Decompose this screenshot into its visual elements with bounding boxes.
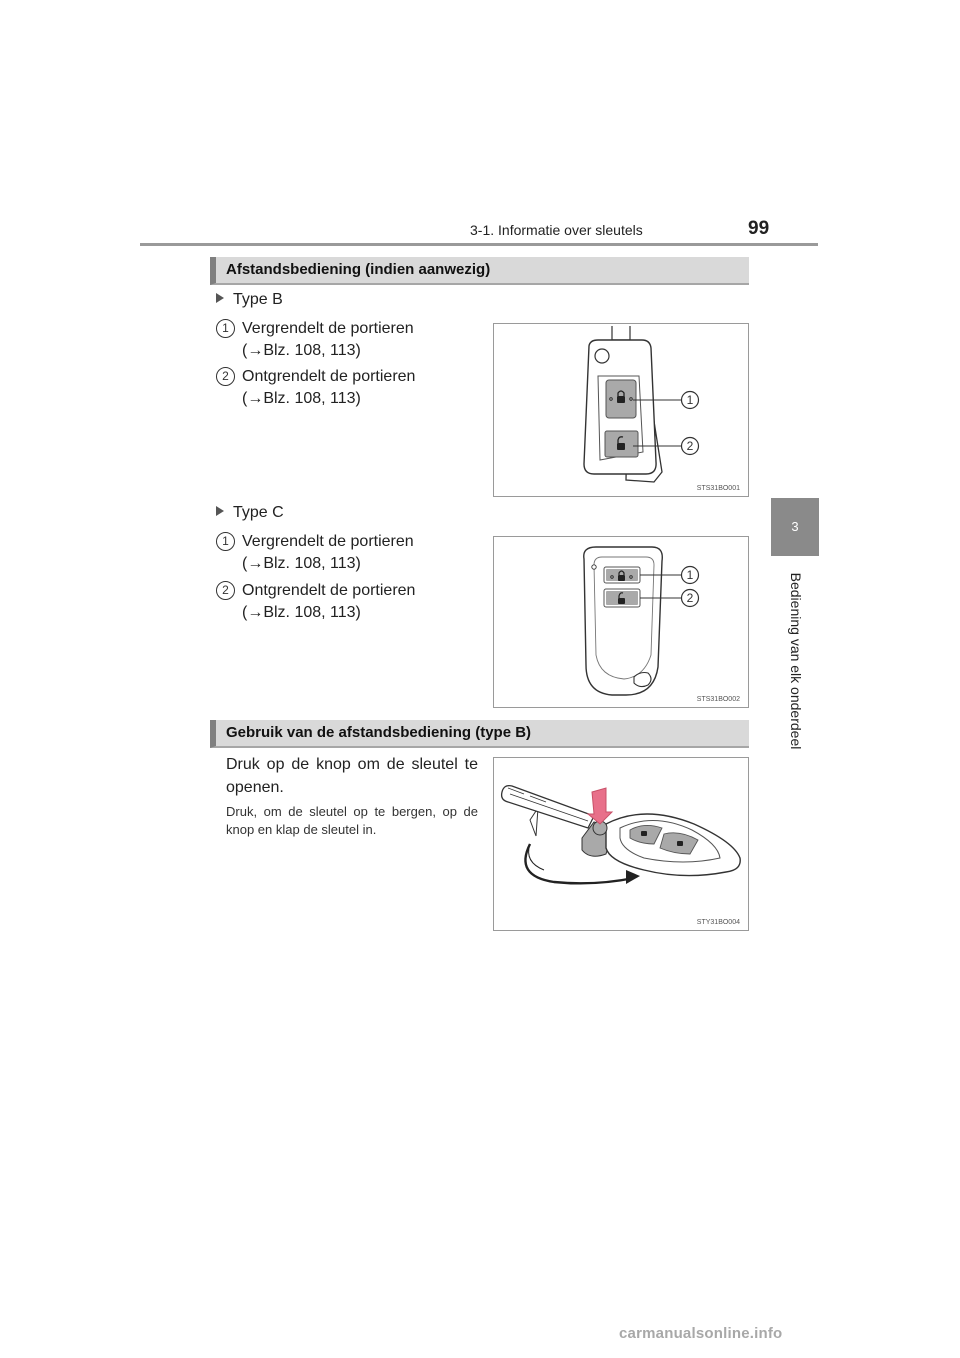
figure-key-fold [493,757,749,931]
type-b-heading [216,291,283,309]
type-b-label: Type B [233,291,283,308]
chapter-tab: 3 [771,498,819,556]
item-text: Ontgrendelt de portieren [242,368,416,385]
item-reference: (→Blz. 108, 113) [242,342,361,359]
section-heading-remote: Afstandsbediening (indien aanwezig) [210,257,749,285]
list-item [242,580,415,624]
item-reference: (→Blz. 108, 113) [242,390,361,407]
list-item [242,366,415,410]
key-fold-illustration [494,758,748,930]
item-reference: (→Blz. 108, 113) [242,555,361,572]
figure-code: STY31BO004 [696,919,740,926]
callout-number: 2 [216,581,235,600]
triangle-bullet-icon [216,506,224,516]
item-text: Ontgrendelt de portieren [242,582,416,599]
instruction-note: Druk, om de sleutel op te bergen, op de knop en klap de sleutel in. [226,804,478,837]
list-item [242,531,414,575]
type-c-label: Type C [233,504,284,521]
list-item [242,318,414,362]
section-heading-using-remote: Gebruik van de afstandsbediening (type B) [210,720,749,748]
triangle-bullet-icon [216,293,224,303]
instruction-text: Druk op de knop om de sleutel te openen. [226,756,478,796]
page-number: 99 [748,218,770,239]
item-text: Vergrendelt de portieren [242,533,414,550]
figure-callout-2: 2 [686,439,694,453]
figure-callout-2: 2 [686,591,694,605]
header-rule [140,243,818,246]
figure-key-type-b [493,323,749,497]
callout-number: 1 [216,532,235,551]
watermark: carmanualsonline.info [619,1325,783,1342]
chapter-label-text: Bediening van elk onderdeel [788,572,804,750]
chapter-label [781,566,811,756]
figure-code: STS31BO001 [696,485,740,492]
key-fob-smart-illustration [494,537,748,707]
figure-code: STS31BO002 [696,696,740,703]
callout-number: 2 [216,367,235,386]
type-c-heading [216,504,284,522]
item-reference: (→Blz. 108, 113) [242,604,361,621]
figure-callout-1: 1 [686,393,694,407]
running-header-section: 3-1. Informatie over sleutels [470,222,643,238]
item-text: Vergrendelt de portieren [242,320,414,337]
callout-number: 1 [216,319,235,338]
figure-key-type-c [493,536,749,708]
key-fob-flip-illustration [494,324,748,496]
figure-callout-1: 1 [686,568,694,582]
